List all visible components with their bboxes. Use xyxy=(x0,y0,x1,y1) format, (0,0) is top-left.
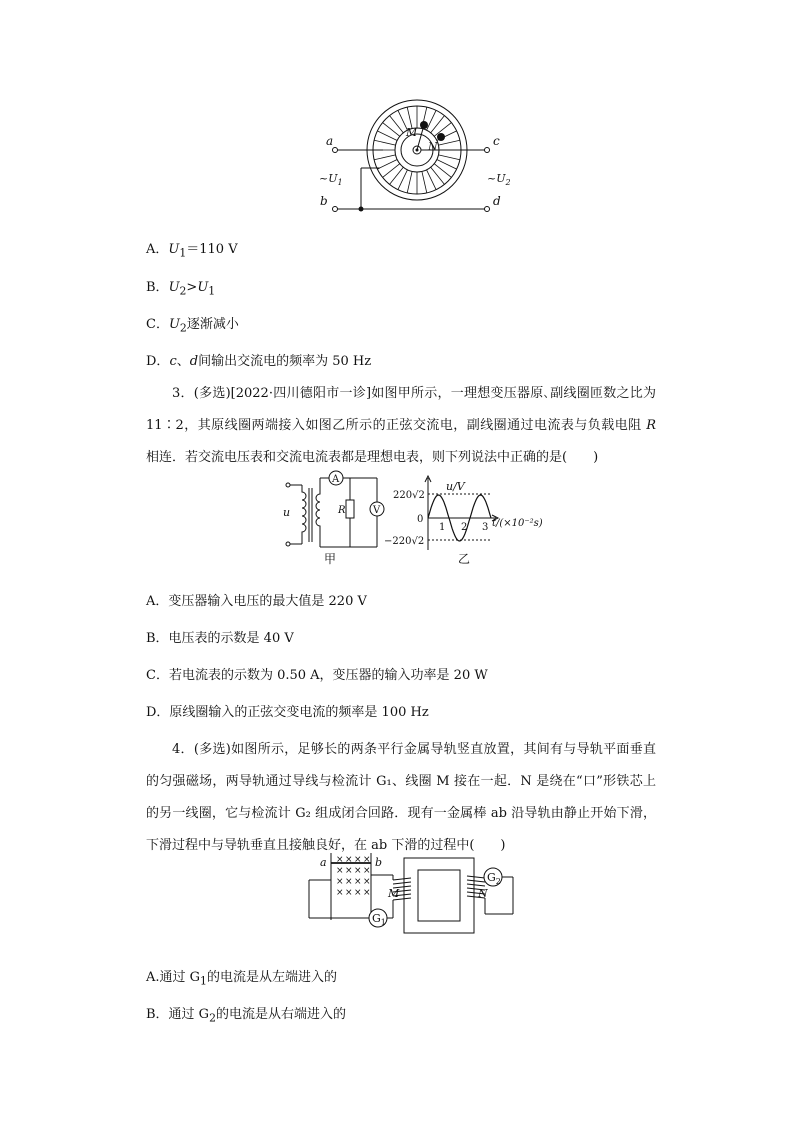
graph-tick-3: 3 xyxy=(482,522,489,533)
label-u1: $\sim U_1$ xyxy=(319,172,343,187)
q2-option-b: B．$U_2>U_1$ xyxy=(146,280,216,298)
q3-option-a: A．变压器输入电压的最大值是 220 V xyxy=(146,594,367,609)
field-cross: × xyxy=(363,866,371,876)
terminal-b: b xyxy=(320,194,328,208)
field-cross: × xyxy=(336,888,344,898)
winding-segment xyxy=(427,170,437,190)
field-cross: × xyxy=(363,877,371,887)
coil-N-label: N xyxy=(478,887,488,900)
field-cross: × xyxy=(354,855,362,865)
field-cross: × xyxy=(336,877,344,887)
label-u2: $\sim U_2$ xyxy=(487,172,511,187)
q4-option-a: A.通过 $G_1$的电流是从左端进入的 xyxy=(146,970,337,988)
field-cross: × xyxy=(345,855,353,865)
field-cross: × xyxy=(336,855,344,865)
field-cross: × xyxy=(345,877,353,887)
winding-segment xyxy=(377,131,397,141)
g1-label: $G_1$ xyxy=(372,912,386,927)
winding-segment xyxy=(374,140,395,145)
graph-tick-1: 1 xyxy=(439,522,446,533)
graph-ylabel: u/V xyxy=(446,480,465,493)
resistor-label: R xyxy=(338,505,346,516)
field-cross: × xyxy=(354,888,362,898)
field-cross: × xyxy=(363,855,371,865)
label-M: M xyxy=(406,126,418,139)
label-N: N xyxy=(428,140,438,153)
q3-figure xyxy=(278,470,548,570)
graph-ymin: −220√2 xyxy=(384,536,425,547)
field-cross: × xyxy=(354,866,362,876)
voltmeter-label: V xyxy=(373,505,381,516)
ammeter-label: A xyxy=(332,474,340,485)
field-cross: × xyxy=(354,877,362,887)
q2-option-d: D．c、d间输出交流电的频率为 50 Hz xyxy=(146,354,372,369)
graph-ymax: 220√2 xyxy=(393,490,425,501)
magnetic-field-crosses xyxy=(336,855,371,898)
terminal-d: d xyxy=(493,194,501,208)
q4-figure xyxy=(304,848,520,940)
q3-option-d: D．原线圈输入的正弦交变电流的频率是 100 Hz xyxy=(146,705,429,720)
winding-segment xyxy=(374,155,395,160)
winding-segment xyxy=(438,155,459,160)
rod-label-a: a xyxy=(320,856,327,869)
q2-option-a: A．$U_1=110$ V xyxy=(146,242,238,260)
label-u: u xyxy=(283,506,291,519)
q3-option-b: B．电压表的示数是 40 V xyxy=(146,631,294,646)
terminal-c: c xyxy=(493,134,500,148)
coil-M-label: M xyxy=(388,887,400,900)
winding-segment xyxy=(422,171,427,192)
terminal-a: a xyxy=(326,134,334,148)
q4-option-b: B．通过 $G_2$的电流是从右端进入的 xyxy=(146,1007,346,1025)
winding-segment xyxy=(437,160,457,170)
caption-jia: 甲 xyxy=(324,552,337,566)
winding-segment xyxy=(407,171,412,192)
resistor-icon xyxy=(346,500,354,518)
rod-label-b: b xyxy=(375,856,383,869)
winding-segment xyxy=(398,170,408,190)
field-cross: × xyxy=(345,888,353,898)
caption-yi: 乙 xyxy=(458,552,471,566)
field-cross: × xyxy=(363,888,371,898)
winding-segment xyxy=(377,160,397,170)
q2-option-c: C．$U_2$逐渐减小 xyxy=(146,317,239,335)
q3-stem: 3．(多选)[2022·四川德阳市一诊]如图甲所示，一理想变压器原､副线圈匝数之比为 11∶2，其原线圈两端接入如图乙所示的正弦交流电，副线圈通过电流表与负载电阻 R 相连．若交流电压表和交流电流表都是理想电表，则下列说法中正确的是( ) xyxy=(146,386,656,465)
graph-zero: 0 xyxy=(417,514,424,525)
graph-tick-2: 2 xyxy=(461,522,468,533)
field-cross: × xyxy=(336,866,344,876)
g2-label: $G_2$ xyxy=(487,871,501,886)
q3-option-c: C．若电流表的示数为 0.50 A，变压器的输入功率是 20 W xyxy=(146,668,488,683)
graph-xlabel: t/(×10⁻²s) xyxy=(492,518,543,529)
q4-stem: 4．(多选)如图所示，足够长的两条平行金属导轨竖直放置，其间有与导轨平面垂直的匀强磁场，两导轨通过导线与检流计 G₁、线圈 M 接在一起．N 是绕在“口”形铁芯上的另一线圈，它与检流计 G₂ 组成闭合回路．现有一金属棒 ab 沿导轨由静止开始下滑，下滑过程中与导轨垂直且接触良好，在 ab 下滑的过程中( ) xyxy=(146,742,656,853)
field-cross: × xyxy=(345,866,353,876)
winding-segment xyxy=(427,110,437,130)
toroid-transformer-figure xyxy=(316,96,516,216)
